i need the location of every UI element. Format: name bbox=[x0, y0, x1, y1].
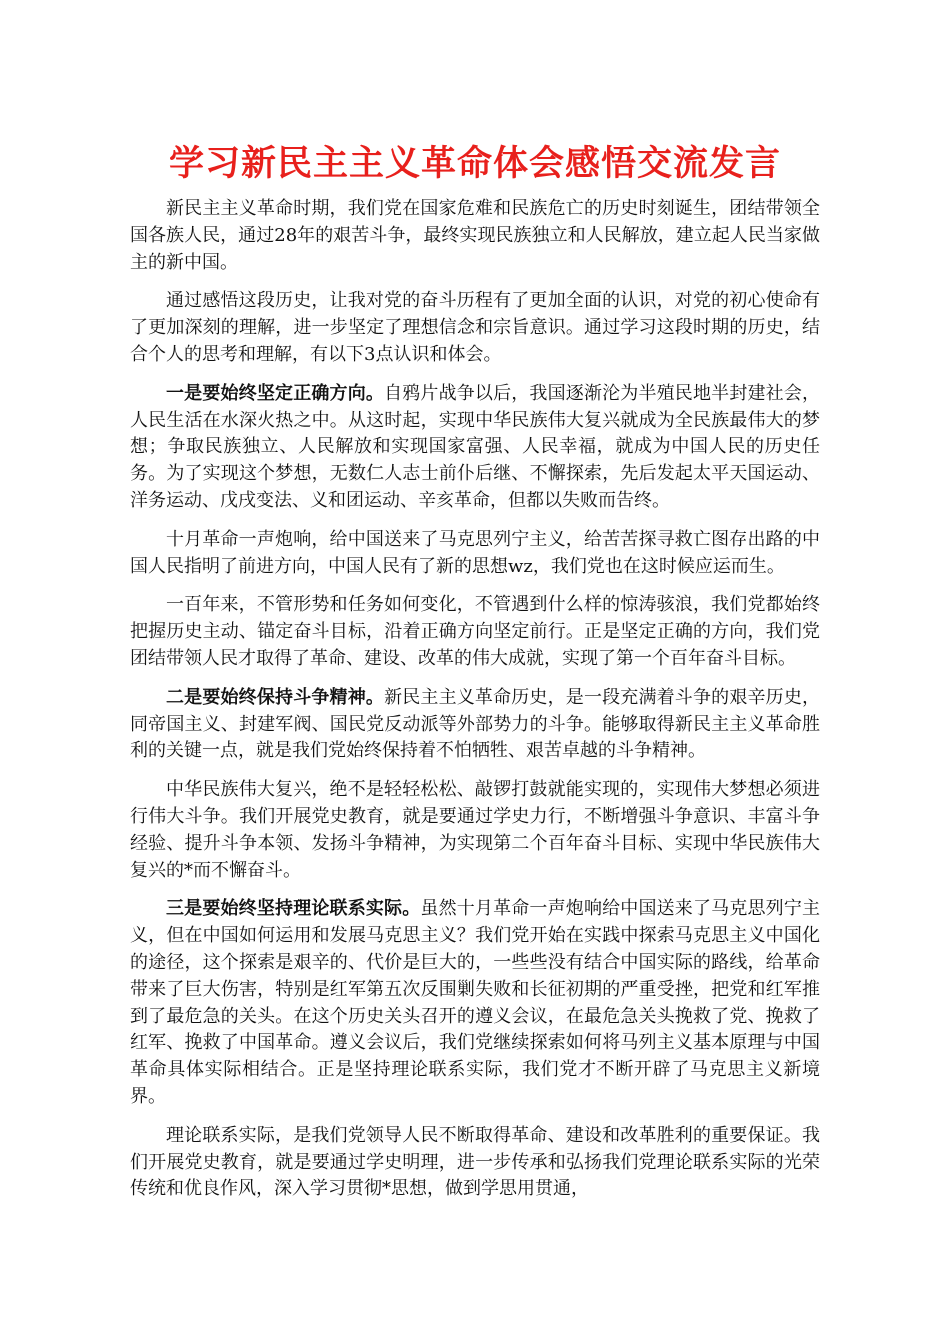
paragraph-text: 新民主主义革命时期，我们党在国家危难和民族危亡的历史时刻诞生，团结带领全国各族人民，通过28年的艰苦斗争，最终实现民族独立和人民解放，建立起人民当家做主的新中国。 bbox=[130, 198, 820, 273]
paragraph bbox=[130, 592, 820, 672]
paragraph-text: 理论联系实际，是我们党领导人民不断取得革命、建设和改革胜利的重要保证。我们开展党史教育，就是要通过学史明理，进一步传承和弘扬我们党理论联系实际的光荣传统和优良作风，深入学习贯彻*思想，做到学思用贯通， bbox=[130, 1124, 820, 1200]
paragraph-lead: 二是要始终保持斗争精神。 bbox=[166, 686, 385, 708]
paragraph bbox=[130, 685, 820, 765]
paragraph bbox=[130, 1123, 820, 1203]
paragraph-text: 中华民族伟大复兴，绝不是轻轻松松、敲锣打鼓就能实现的，实现伟大梦想必须进行伟大斗争。我们开展党史教育，就是要通过学史力行，不断增强斗争意识、丰富斗争经验、提升斗争本领、发扬斗争精神，为实现第二个百年奋斗目标、实现中华民族伟大复兴的*而不懈奋斗。 bbox=[130, 779, 820, 881]
paragraph-text: 自鸦片战争以后，我国逐渐沦为半殖民地半封建社会，人民生活在水深火热之中。从这时起，实现中华民族伟大复兴就成为全民族最伟大的梦想；争取民族独立、人民解放和实现国家富强、人民幸福，就成为中国人民的历史任务。为了实现这个梦想，无数仁人志士前仆后继、不懈探索，先后发起太平天国运动、洋务运动、戊戌变法、义和团运动、辛亥革命，但都以失败而告终。 bbox=[130, 382, 821, 511]
paragraph bbox=[130, 527, 820, 581]
paragraph bbox=[130, 288, 820, 368]
paragraph bbox=[130, 196, 820, 276]
document-title: 学习新民主主义革命体会感悟交流发言 bbox=[168, 143, 781, 184]
paragraph-lead: 三是要始终坚持理论联系实际。 bbox=[166, 898, 421, 920]
paragraph-text: 通过感悟这段历史，让我对党的奋斗历程有了更加全面的认识，对党的初心使命有了更加深刻的理解，进一步坚定了理想信念和宗旨意识。通过学习这段时期的历史，结合个人的思考和理解，有以下3点认识和体会。 bbox=[130, 290, 820, 365]
paragraph-text: 一百年来，不管形势和任务如何变化，不管遇到什么样的惊涛骇浪，我们党都始终把握历史主动、锚定奋斗目标，沿着正确方向坚定前行。正是坚定正确的方向，我们党团结带领人民才取得了革命、建设、改革的伟大成就，实现了第一个百年奋斗目标。 bbox=[130, 594, 820, 669]
paragraph-text: 新民主主义革命历史，是一段充满着斗争的艰辛历史，同帝国主义、封建军阀、国民党反动派等外部势力的斗争。能够取得新民主主义革命胜利的关键一点，就是我们党始终保持着不怕牺牲、艰苦卓越的斗争精神。 bbox=[130, 686, 821, 762]
paragraph-text: 虽然十月革命一声炮响给中国送来了马克思列宁主义，但在中国如何运用和发展马克思主义？我们党开始在实践中探索马克思主义中国化的途径，这个探索是艰辛的、代价是巨大的，一些些没有结合中国实际的路线，给革命带来了巨大伤害，特别是红军第五次反围剿失败和长征初期的严重受挫，把党和红军推到了最危急的关头。在这个历史关头召开的遵义会议，在最危急关头挽救了党、挽救了红军、挽救了中国革命。遵义会议后，我们党继续探索如何将马列主义基本原理与中国革命具体实际相结合。正是坚持理论联系实际，我们党才不断开辟了马克思主义新境界。 bbox=[130, 898, 821, 1107]
paragraph bbox=[130, 381, 820, 515]
document-body bbox=[130, 196, 820, 1203]
paragraph-lead: 一是要始终坚定正确方向。 bbox=[166, 382, 385, 404]
paragraph bbox=[130, 777, 820, 884]
paragraph-text: 十月革命一声炮响，给中国送来了马克思列宁主义，给苦苦探寻救亡图存出路的中国人民指明了前进方向，中国人民有了新的思想wz，我们党也在这时候应运而生。 bbox=[130, 528, 820, 577]
paragraph bbox=[130, 896, 820, 1110]
